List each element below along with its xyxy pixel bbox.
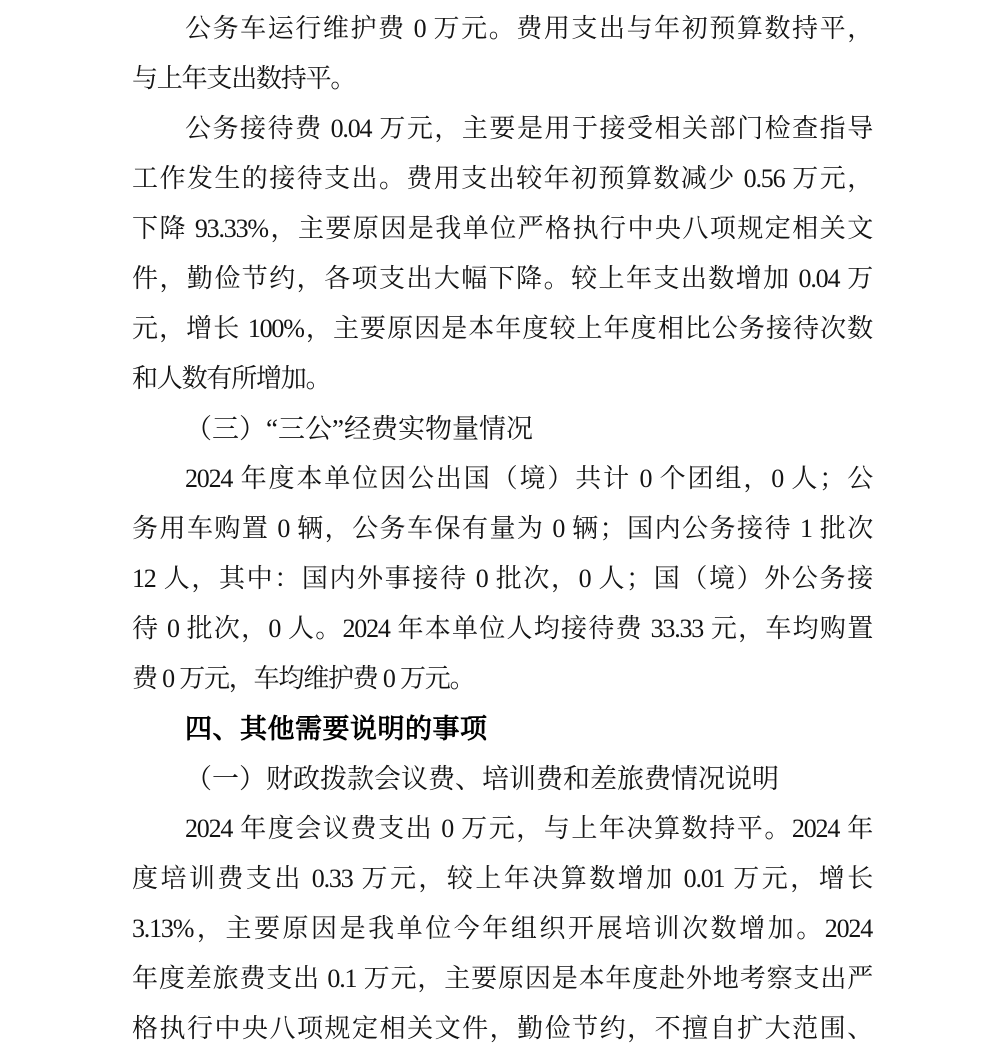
text-line: 度培训费支出 0.33 万元，较上年决算数增加 0.01 万元，增长 (132, 864, 872, 893)
text-line: 3.13%，主要原因是我单位今年组织开展培训次数增加。2024 (132, 914, 872, 943)
section-heading: 四、其他需要说明的事项 (185, 714, 488, 744)
text-line: 元，增长 100%，主要原因是本年度较上年度相比公务接待次数 (132, 314, 872, 343)
text-line: 年度差旅费支出 0.1 万元，主要原因是本年度赴外地考察支出严 (132, 964, 872, 993)
text-line: 下降 93.33%，主要原因是我单位严格执行中央八项规定相关文 (132, 214, 872, 243)
text-line: 工作发生的接待支出。费用支出较年初预算数减少 0.56 万元， (132, 164, 872, 193)
text-line: 务用车购置 0 辆，公务车保有量为 0 辆；国内公务接待 1 批次 (132, 514, 872, 543)
document-body (132, 4, 872, 1054)
text-line: 和人数有所增加。 (132, 364, 331, 393)
sub-heading: （一）财政拨款会议费、培训费和差旅费情况说明 (185, 764, 779, 794)
text-line: 12 人，其中：国内外事接待 0 批次，0 人；国（境）外公务接 (132, 564, 872, 593)
text-line: 待 0 批次，0 人。2024 年本单位人均接待费 33.33 元，车均购置 (132, 614, 872, 643)
text-line: 与上年支出数持平。 (132, 64, 356, 93)
text-line: 2024 年度本单位因公出国（境）共计 0 个团组，0 人；公 (185, 464, 872, 493)
text-line: 费 0 万元，车均维护费 0 万元。 (132, 664, 475, 693)
text-line: 公务车运行维护费 0 万元。费用支出与年初预算数持平， (185, 14, 872, 43)
text-line: 2024 年度会议费支出 0 万元，与上年决算数持平。2024 年 (185, 814, 872, 843)
text-line: 件，勤俭节约，各项支出大幅下降。较上年支出数增加 0.04 万 (132, 264, 872, 293)
sub-heading: （三）“三公”经费实物量情况 (185, 414, 533, 444)
text-line: 公务接待费 0.04 万元，主要是用于接受相关部门检查指导 (185, 114, 872, 143)
text-line: 格执行中央八项规定相关文件，勤俭节约，不擅自扩大范围、 (132, 1014, 872, 1043)
